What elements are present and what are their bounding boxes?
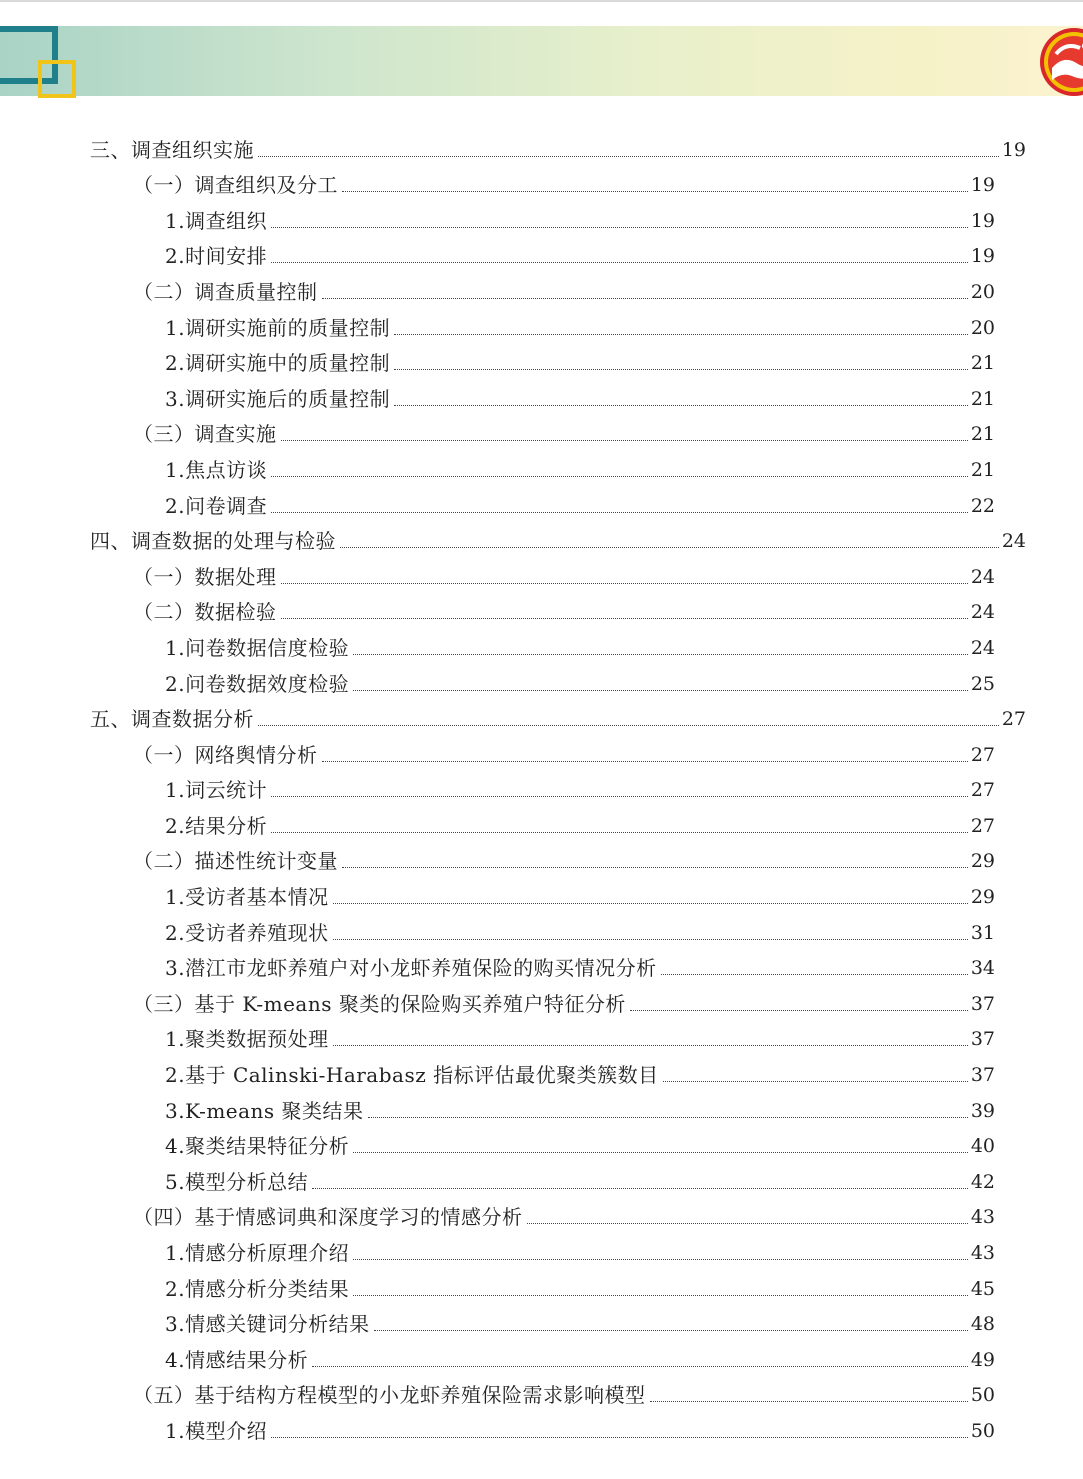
- dot-leader: [258, 155, 999, 157]
- table-of-contents: [0, 126, 1083, 1443]
- dot-leader: [258, 724, 999, 726]
- toc-page-number: 25: [970, 672, 995, 695]
- toc-entry[interactable]: [0, 411, 1083, 447]
- school-emblem-icon: [1030, 24, 1083, 98]
- dot-leader: [271, 795, 968, 797]
- toc-entry-title: （四）基于情感词典和深度学习的情感分析: [133, 1205, 523, 1230]
- toc-entry[interactable]: [0, 268, 1083, 304]
- toc-page-number: 34: [970, 957, 995, 980]
- toc-page-number: 49: [970, 1348, 995, 1371]
- toc-page-number: 27: [970, 743, 995, 766]
- toc-entry-title: 3.潜江市龙虾养殖户对小龙虾养殖保险的购买情况分析: [165, 956, 657, 981]
- dot-leader: [271, 261, 968, 263]
- toc-page-number: 40: [970, 1135, 995, 1158]
- toc-page-number: 37: [970, 1064, 995, 1087]
- toc-page-number: 50: [970, 1384, 995, 1407]
- toc-entry-title: 1.情感分析原理介绍: [165, 1241, 350, 1265]
- toc-page-number: 37: [970, 992, 995, 1015]
- toc-entry[interactable]: [0, 1407, 1083, 1443]
- header-band: [0, 26, 1083, 96]
- toc-page-number: 48: [970, 1313, 995, 1336]
- toc-page-number: 27: [970, 814, 995, 837]
- toc-entry[interactable]: [0, 980, 1083, 1016]
- dot-leader: [322, 760, 968, 762]
- toc-entry-title: 1.问卷数据信度检验: [165, 635, 350, 660]
- toc-entry[interactable]: [0, 340, 1083, 376]
- toc-entry-title: 四、调查数据的处理与检验: [90, 529, 336, 554]
- toc-entry[interactable]: [0, 873, 1083, 909]
- dot-leader: [333, 1044, 968, 1046]
- toc-entry-title: 3.情感关键词分析结果: [165, 1312, 370, 1337]
- toc-entry-title: 2.受访者养殖现状: [165, 920, 329, 945]
- toc-entry[interactable]: [0, 945, 1083, 981]
- toc-entry[interactable]: [0, 1123, 1083, 1159]
- toc-page-number: 21: [970, 352, 995, 375]
- toc-entry[interactable]: [0, 1301, 1083, 1337]
- dot-leader: [271, 1436, 968, 1438]
- toc-entry-title: 2.结果分析: [165, 813, 268, 838]
- toc-entry-title: （一）网络舆情分析: [133, 742, 318, 767]
- toc-entry[interactable]: [0, 1194, 1083, 1230]
- toc-page-number: 43: [970, 1206, 995, 1229]
- toc-page-number: 29: [970, 886, 995, 909]
- dot-leader: [353, 1294, 968, 1296]
- toc-entry-title: 5.模型分析总结: [165, 1169, 309, 1194]
- dot-leader: [630, 1009, 968, 1011]
- toc-entry[interactable]: [0, 446, 1083, 482]
- toc-entry-title: 2.问卷数据效度检验: [165, 671, 350, 696]
- toc-entry[interactable]: [0, 1265, 1083, 1301]
- toc-entry[interactable]: [0, 589, 1083, 625]
- toc-entry-title: 3.调研实施后的质量控制: [165, 386, 391, 411]
- toc-page-number: 24: [1001, 530, 1026, 553]
- toc-entry-title: 2.调研实施中的质量控制: [165, 351, 391, 376]
- toc-entry[interactable]: [0, 1229, 1083, 1265]
- toc-page-number: 43: [970, 1242, 995, 1264]
- toc-entry[interactable]: [0, 304, 1083, 340]
- toc-entry[interactable]: [0, 1087, 1083, 1123]
- toc-page-number: 27: [970, 779, 995, 802]
- dot-leader: [353, 1151, 968, 1153]
- toc-entry-title: （一）数据处理: [133, 564, 277, 589]
- dot-leader: [394, 368, 968, 370]
- toc-entry[interactable]: [0, 482, 1083, 518]
- dot-leader: [650, 1400, 968, 1402]
- toc-entry[interactable]: [0, 1372, 1083, 1408]
- toc-entry[interactable]: [0, 1158, 1083, 1194]
- toc-entry-title: 4.聚类结果特征分析: [165, 1134, 350, 1159]
- toc-page-number: 24: [970, 636, 995, 659]
- dot-leader: [394, 404, 968, 406]
- dot-leader: [340, 546, 999, 548]
- dot-leader: [271, 226, 968, 228]
- dot-leader: [342, 190, 968, 192]
- toc-entry-title: 1.调查组织: [165, 208, 268, 233]
- dot-leader: [527, 1222, 968, 1224]
- toc-entry[interactable]: [0, 1016, 1083, 1052]
- dot-leader: [271, 475, 968, 477]
- toc-entry-title: （一）调查组织及分工: [133, 173, 338, 198]
- toc-page-number: 42: [970, 1170, 995, 1193]
- toc-page-number: 19: [970, 174, 995, 197]
- toc-page-number: 24: [970, 601, 995, 624]
- toc-entry[interactable]: [0, 1336, 1083, 1372]
- dot-leader: [333, 938, 968, 940]
- dot-leader: [312, 1365, 968, 1367]
- dot-leader: [271, 511, 968, 513]
- toc-entry[interactable]: [0, 731, 1083, 767]
- toc-page-number: 27: [1001, 708, 1026, 731]
- toc-entry[interactable]: [0, 767, 1083, 803]
- dot-leader: [353, 689, 968, 691]
- toc-entry[interactable]: [0, 553, 1083, 589]
- toc-entry-title: （三）基于 K-means 聚类的保险购买养殖户特征分析: [133, 991, 626, 1016]
- toc-entry-title: 2.基于 Calinski-Harabasz 指标评估最优聚类簇数目: [165, 1063, 659, 1088]
- toc-page-number: 39: [970, 1099, 995, 1122]
- toc-page-number: 29: [970, 850, 995, 873]
- toc-page-number: 20: [970, 280, 995, 303]
- dot-leader: [394, 333, 968, 335]
- toc-entry[interactable]: [0, 624, 1083, 660]
- toc-entry[interactable]: [0, 838, 1083, 874]
- toc-entry-title: 3.K-means 聚类结果: [165, 1098, 364, 1123]
- toc-entry-title: 1.聚类数据预处理: [165, 1027, 329, 1052]
- toc-page-number: 21: [970, 387, 995, 410]
- toc-entry-title: 1.调研实施前的质量控制: [165, 315, 391, 340]
- dot-leader: [353, 653, 968, 655]
- dot-leader: [368, 1116, 968, 1118]
- toc-page-number: 19: [1001, 138, 1026, 161]
- toc-entry-title: （二）调查质量控制: [133, 279, 318, 304]
- toc-entry-title: （二）数据检验: [133, 600, 277, 625]
- toc-entry[interactable]: [0, 162, 1083, 198]
- dot-leader: [281, 617, 968, 619]
- toc-entry-title: 2.情感分析分类结果: [165, 1276, 350, 1301]
- toc-page-number: 19: [970, 245, 995, 268]
- toc-page-number: 24: [970, 565, 995, 588]
- dot-leader: [342, 866, 968, 868]
- toc-entry-title: 五、调查数据分析: [90, 707, 254, 732]
- toc-page-number: 20: [970, 316, 995, 339]
- toc-page-number: 37: [970, 1028, 995, 1051]
- toc-entry[interactable]: [0, 802, 1083, 838]
- toc-page-number: 31: [970, 921, 995, 944]
- toc-page-number: 50: [970, 1419, 995, 1442]
- toc-entry[interactable]: [0, 696, 1083, 732]
- dot-leader: [374, 1329, 968, 1331]
- toc-page-number: 21: [970, 423, 995, 446]
- toc-page-number: 22: [970, 494, 995, 517]
- toc-entry-title: 三、调查组织实施: [90, 137, 254, 162]
- toc-entry-title: （三）调查实施: [133, 422, 277, 447]
- dot-leader: [353, 1258, 968, 1260]
- top-rule: [0, 0, 1083, 2]
- dot-leader: [661, 973, 968, 975]
- toc-page-number: 19: [970, 209, 995, 232]
- dot-leader: [271, 831, 968, 833]
- toc-entry[interactable]: [0, 126, 1083, 162]
- toc-entry-title: （五）基于结构方程模型的小龙虾养殖保险需求影响模型: [133, 1383, 646, 1408]
- toc-entry-title: 2.时间安排: [165, 244, 268, 269]
- toc-entry[interactable]: [0, 518, 1083, 554]
- dot-leader: [281, 582, 968, 584]
- dot-leader: [663, 1080, 968, 1082]
- gold-square-decoration: [38, 60, 76, 98]
- dot-leader: [281, 439, 968, 441]
- toc-page-number: 45: [970, 1277, 995, 1300]
- toc-entry-title: 1.受访者基本情况: [165, 885, 329, 910]
- toc-entry[interactable]: [0, 233, 1083, 269]
- toc-entry-title: （二）描述性统计变量: [133, 849, 338, 874]
- toc-entry[interactable]: [0, 660, 1083, 696]
- toc-entry[interactable]: [0, 375, 1083, 411]
- toc-entry[interactable]: [0, 197, 1083, 233]
- toc-entry-title: 1.焦点访谈: [165, 457, 268, 482]
- toc-entry-title: 1.模型介绍: [165, 1418, 268, 1443]
- toc-page-number: 21: [970, 458, 995, 481]
- toc-entry[interactable]: [0, 1051, 1083, 1087]
- dot-leader: [333, 902, 968, 904]
- toc-entry-title: 1.词云统计: [165, 778, 268, 803]
- toc-entry-title: 2.问卷调查: [165, 493, 268, 518]
- dot-leader: [312, 1187, 968, 1189]
- toc-entry-title: 4.情感结果分析: [165, 1347, 309, 1372]
- dot-leader: [322, 297, 968, 299]
- toc-entry[interactable]: [0, 909, 1083, 945]
